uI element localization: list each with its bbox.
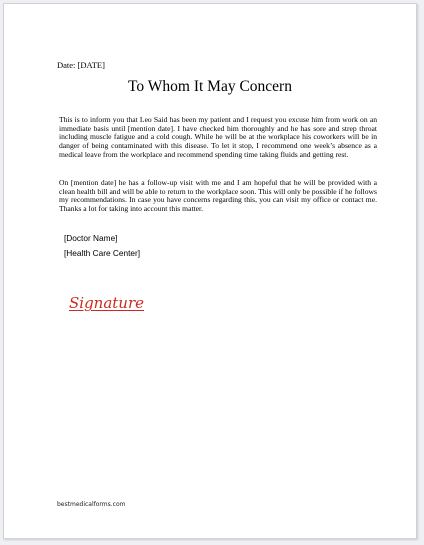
footer-website: bestmedicalforms.com xyxy=(57,501,126,508)
doctor-name: [Doctor Name] xyxy=(64,233,118,243)
letter-title: To Whom It May Concern xyxy=(128,78,292,95)
body-paragraph-2: On [mention date] he has a follow-up visit with me and I am hopeful that he will be provided with a clean health bill and will be able to return to the workplace soon. This will only be possible if he follows my recommendations. In case you have concerns regarding this, you can visit my office or contact me. Thanks a lot for taking into account this matter. xyxy=(59,178,377,214)
health-care-center: [Health Care Center] xyxy=(64,248,141,258)
signature: Signature xyxy=(69,294,145,312)
letter-page xyxy=(3,3,417,539)
date-line: Date: [DATE] xyxy=(57,60,105,70)
body-paragraph-1: This is to inform you that Leo Said has been my patient and I request you excuse him from work on an immediate basis until [mention date]. I have checked him thoroughly and he has sore and strep throat including muscle fatigue and a cold cough. While he will be at the workplace his coworkers will be in danger of being contaminated with this disease. To let it stop, I recommend one week’s absence as a medical leave from the workplace and recommend spending time taking fluids and getting rest. xyxy=(59,115,377,159)
